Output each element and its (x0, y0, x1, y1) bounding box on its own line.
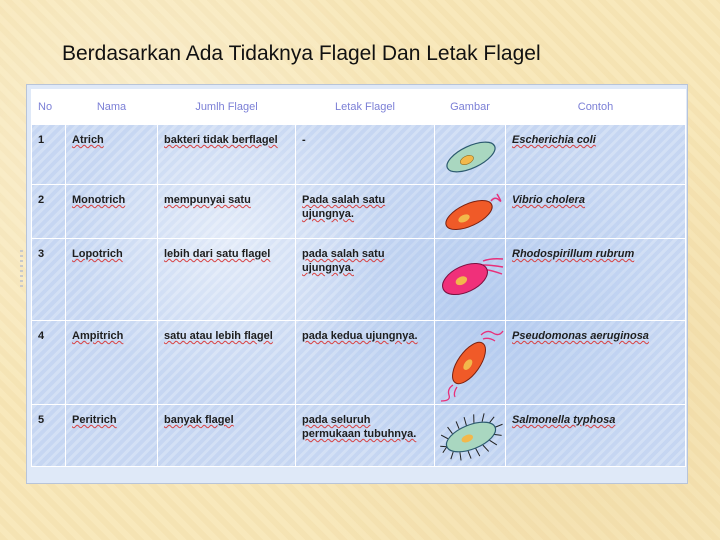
cell-contoh: Rhodospirillum rubrum (506, 239, 686, 321)
cell-gambar (435, 239, 506, 321)
table-row (32, 405, 686, 467)
table-row (32, 185, 686, 239)
header-nama: Nama (66, 90, 158, 125)
cell-gambar (435, 405, 506, 467)
cell-letak: pada kedua ujungnya. (296, 321, 435, 405)
cell-no: 1 (32, 125, 66, 185)
slide-title: Berdasarkan Ada Tidaknya Flagel Dan Letak Flagel (62, 42, 541, 65)
cell-nama: Atrich (66, 125, 158, 185)
cell-jumlah: mempunyai satu (158, 185, 296, 239)
cell-no: 4 (32, 321, 66, 405)
cell-contoh: Salmonella typhosa (506, 405, 686, 467)
flagel-table-frame (26, 84, 688, 484)
header-contoh: Contoh (506, 90, 686, 125)
cell-jumlah: lebih dari satu flagel (158, 239, 296, 321)
cell-nama: Monotrich (66, 185, 158, 239)
atrich-cell-icon (435, 125, 506, 185)
table-header-row (32, 90, 686, 125)
header-gambar: Gambar (435, 90, 506, 125)
cell-letak: Pada salah satu ujungnya. (296, 185, 435, 239)
left-edge-marker (20, 250, 23, 290)
cell-gambar (435, 125, 506, 185)
cell-letak: pada salah satu ujungnya. (296, 239, 435, 321)
cell-no: 2 (32, 185, 66, 239)
cell-contoh: Vibrio cholera (506, 185, 686, 239)
cell-no: 5 (32, 405, 66, 467)
cell-gambar (435, 321, 506, 405)
header-no: No (32, 90, 66, 125)
cell-gambar (435, 185, 506, 239)
header-jumlah: Jumlh Flagel (158, 90, 296, 125)
table-row (32, 239, 686, 321)
cell-letak: pada seluruh permukaan tubuhnya. (296, 405, 435, 467)
cell-contoh: Escherichia coli (506, 125, 686, 185)
flagel-table (31, 89, 686, 467)
cell-no: 3 (32, 239, 66, 321)
table-row (32, 125, 686, 185)
cell-jumlah: bakteri tidak berflagel (158, 125, 296, 185)
cell-contoh: Pseudomonas aeruginosa (506, 321, 686, 405)
cell-jumlah: satu atau lebih flagel (158, 321, 296, 405)
peritrich-cell-icon (435, 405, 506, 467)
cell-nama: Ampitrich (66, 321, 158, 405)
lophotrich-cell-icon (435, 239, 506, 321)
cell-nama: Peritrich (66, 405, 158, 467)
monotrich-cell-icon (435, 185, 506, 239)
amphitrich-cell-icon (435, 321, 506, 405)
cell-jumlah: banyak flagel (158, 405, 296, 467)
table-row (32, 321, 686, 405)
header-letak: Letak Flagel (296, 90, 435, 125)
cell-letak: - (296, 125, 435, 185)
cell-nama: Lopotrich (66, 239, 158, 321)
